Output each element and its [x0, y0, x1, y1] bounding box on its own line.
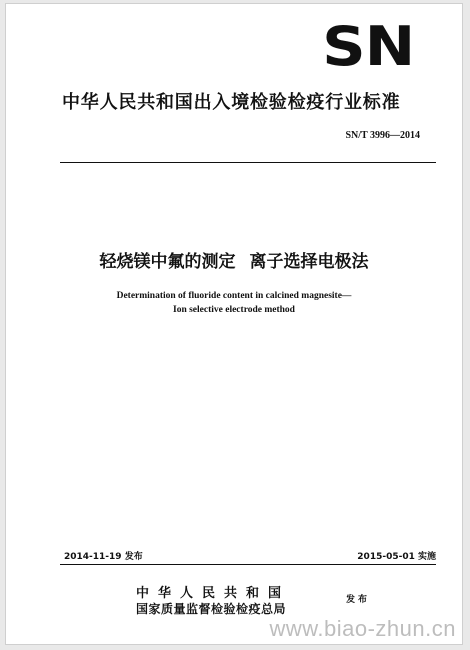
- standard-number: SN/T 3996—2014: [345, 130, 420, 141]
- document-title-cn: [6, 247, 462, 272]
- issue-date: 2014-11-19 发布: [64, 552, 143, 562]
- sn-logo: SN: [322, 15, 414, 78]
- watermark-text: www.biao-zhun.cn: [269, 616, 456, 641]
- issuer-line2: 国家质量监督检验检疫总局: [136, 602, 287, 616]
- title-en-line2: Ion selective electrode method: [173, 305, 295, 315]
- document-page: [5, 3, 463, 645]
- issue-label: 发布: [346, 595, 371, 605]
- title-cn-part2: 离子选择电极法: [249, 252, 369, 272]
- document-title-en: [6, 289, 462, 317]
- top-divider: [60, 162, 436, 163]
- implementation-date: 2015-05-01 实施: [357, 552, 436, 562]
- issuer-line1: 中华人民共和国: [136, 586, 291, 601]
- standard-category-title: 中华人民共和国出入境检验检疫行业标准: [62, 92, 401, 113]
- title-cn-part1: 轻烧镁中氟的测定: [99, 252, 236, 272]
- title-en-line1: Determination of fluoride content in calcined magnesite—: [116, 291, 352, 301]
- bottom-divider: [60, 564, 436, 565]
